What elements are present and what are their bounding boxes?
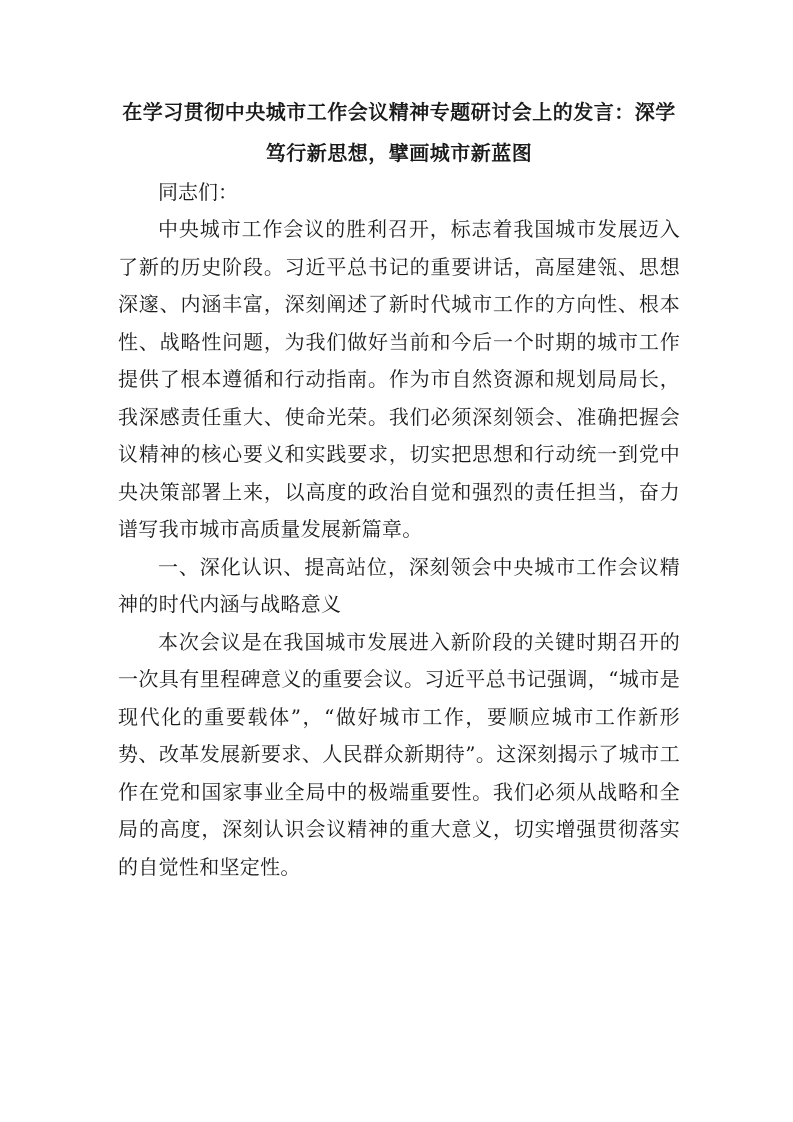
salutation: 同志们：	[158, 180, 238, 204]
section-body-1: 本次会议是在我国城市发展进入新阶段的关键时期召开的一次具有里程碑意义的重要会议。习近平总书记强调，“城市是现代化的重要载体”，“做好城市工作，要顺应城市工作新形势、改革发展新要求、人民群众新期待”。这深刻揭示了城市工作在党和国家事业全局中的极端重要性。我们必须从战略和全局的高度，深刻认识会议精神的重大意义，切实增强贯彻落实的自觉性和坚定性。	[118, 629, 680, 879]
document-page	[118, 92, 680, 886]
document-title: 在学习贯彻中央城市工作会议精神专题研讨会上的发言：深学笃行新思想，擘画城市新蓝图	[122, 100, 676, 165]
section-heading-1: 一、深化认识、提高站位，深刻领会中央城市工作会议精神的时代内涵与战略意义	[118, 554, 680, 616]
intro-paragraph: 中央城市工作会议的胜利召开，标志着我国城市发展迈入了新的历史阶段。习近平总书记的重要讲话，高屋建瓴、思想深邃、内涵丰富，深刻阐述了新时代城市工作的方向性、根本性、战略性问题，为我们做好当前和今后一个时期的城市工作提供了根本遵循和行动指南。作为市自然资源和规划局局长，我深感责任重大、使命光荣。我们必须深刻领会、准确把握会议精神的核心要义和实践要求，切实把思想和行动统一到党中央决策部署上来，以高度的政治自觉和强烈的责任担当，奋力谱写我市城市高质量发展新篇章。	[118, 217, 680, 541]
